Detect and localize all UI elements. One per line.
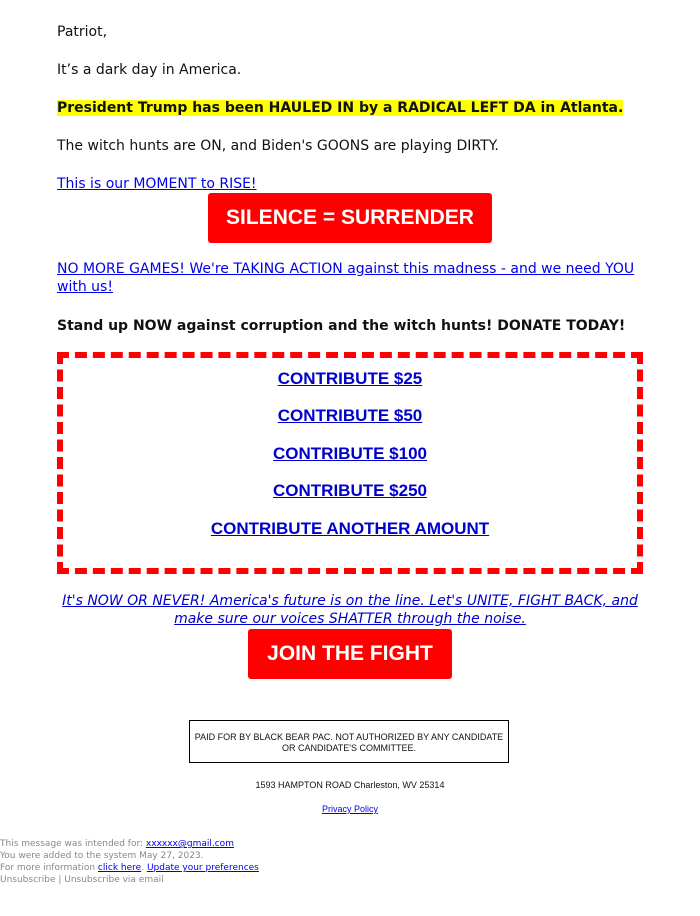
contribute-25-link[interactable]: CONTRIBUTE $25 <box>277 369 423 388</box>
no-more-games-link[interactable]: NO MORE GAMES! We're TAKING ACTION against this madness - and we need YOU with us! <box>57 261 635 295</box>
click-here-link[interactable]: click here <box>97 863 142 873</box>
contribute-250-link[interactable]: CONTRIBUTE $250 <box>273 481 427 500</box>
footer-added-line: You were added to the system May 27, 2023. <box>0 851 204 861</box>
paid-for-disclaimer: PAID FOR BY BLACK BEAR PAC. NOT AUTHORIZED BY ANY CANDIDATE OR CANDIDATE'S COMMITTEE. <box>189 720 509 763</box>
stand-up-line: Stand up NOW against corruption and the witch hunts! DONATE TODAY! <box>57 318 626 334</box>
highlight-paragraph <box>57 99 623 117</box>
no-more-games-paragraph <box>57 260 643 296</box>
footer <box>0 838 259 886</box>
contribute-50-link[interactable]: CONTRIBUTE $50 <box>277 406 423 425</box>
highlight-text: President Trump has been HAULED IN by a RADICAL LEFT DA in Atlanta. <box>57 100 624 116</box>
update-preferences-link[interactable]: Update your preferences <box>146 863 259 873</box>
mailing-address: 1593 HAMPTON ROAD Charleston, WV 25314 <box>255 780 445 790</box>
footer-intended-line: This message was intended for: xxxxxx@gmail.com <box>0 839 234 849</box>
dark-day-line: It’s a dark day in America. <box>57 62 242 78</box>
contribute-100-link[interactable]: CONTRIBUTE $100 <box>273 444 427 463</box>
footer-unsubscribe-line[interactable]: Unsubscribe | Unsubscribe via email <box>0 875 164 885</box>
now-or-never-link[interactable]: It's NOW OR NEVER! America's future is on the line. Let's UNITE, FIGHT BACK, and make sure our voices SHATTER through the noise. <box>62 593 638 627</box>
witch-hunts-line: The witch hunts are ON, and Biden's GOONS are playing DIRTY. <box>57 138 499 154</box>
footer-email-link[interactable]: xxxxxx@gmail.com <box>145 839 234 849</box>
contribute-other-link[interactable]: CONTRIBUTE ANOTHER AMOUNT <box>210 519 490 538</box>
greeting: Patriot, <box>57 24 108 40</box>
footer-more-info-line: For more information click here. Update your preferences <box>0 863 259 873</box>
join-the-fight-button[interactable]: JOIN THE FIGHT <box>248 629 452 679</box>
moment-link[interactable]: This is our MOMENT to RISE! <box>57 176 257 192</box>
privacy-policy-link[interactable]: Privacy Policy <box>321 804 378 814</box>
contribution-box <box>57 352 643 574</box>
moment-paragraph <box>57 175 257 193</box>
privacy-policy-row <box>0 804 700 814</box>
silence-surrender-button[interactable]: SILENCE = SURRENDER <box>208 193 492 243</box>
